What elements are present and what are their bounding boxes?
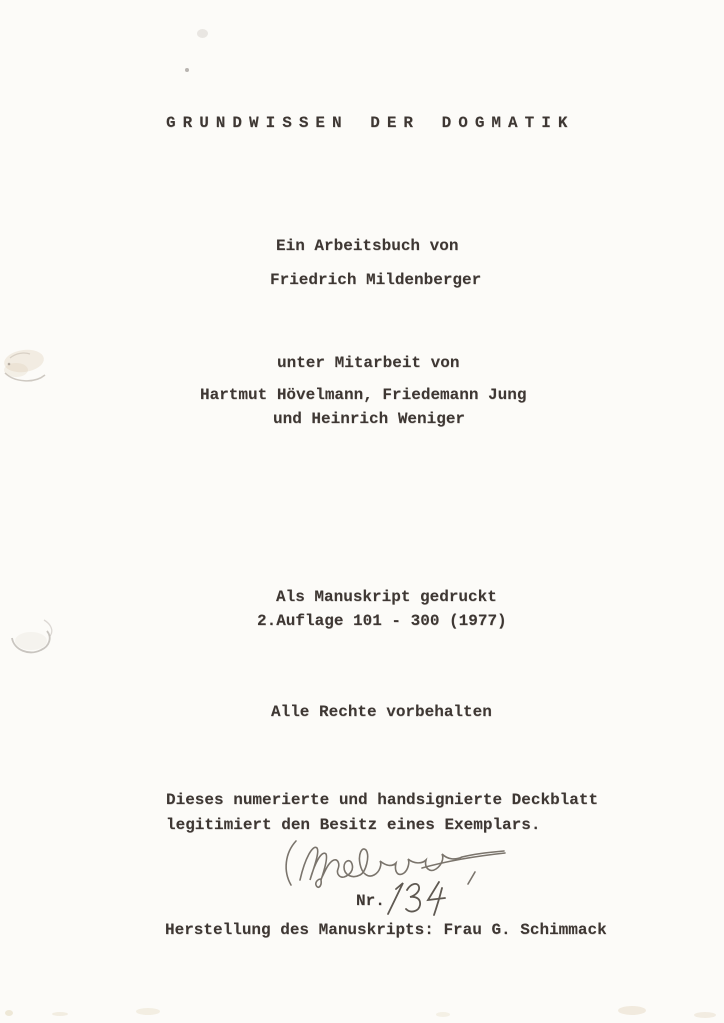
paper-stain xyxy=(436,1012,450,1017)
paper-stain xyxy=(694,1012,716,1018)
certification-line-2: legitimiert den Besitz eines Exemplars. xyxy=(166,816,541,834)
paper-stain xyxy=(618,1006,646,1015)
paper-stain xyxy=(5,1010,13,1016)
author-intro-line: Ein Arbeitsbuch von xyxy=(276,237,459,255)
collaborator-names-line-2: und Heinrich Weniger xyxy=(273,410,466,428)
paper-stain xyxy=(52,1012,68,1016)
production-credit-line: Herstellung des Manuskripts: Frau G. Schimmack xyxy=(165,921,607,939)
book-title: GRUNDWISSEN DER DOGMATIK xyxy=(166,114,575,132)
copy-number-label: Nr. xyxy=(356,892,385,910)
collaborator-names-line-1: Hartmut Hövelmann, Friedemann Jung xyxy=(200,386,527,404)
paper-stain xyxy=(136,1008,160,1015)
ink-speck xyxy=(185,68,189,72)
rights-line: Alle Rechte vorbehalten xyxy=(271,703,492,721)
collaboration-intro-line: unter Mitarbeit von xyxy=(277,354,460,372)
paper-stain xyxy=(5,608,65,663)
print-run-line: 2.Auflage 101 - 300 (1977) xyxy=(257,612,507,630)
faint-smudge xyxy=(197,29,208,38)
edition-line: Als Manuskript gedruckt xyxy=(276,588,497,606)
author-name-line: Friedrich Mildenberger xyxy=(270,271,482,289)
paper-stain xyxy=(0,340,60,395)
handwritten-copy-number xyxy=(380,878,458,922)
certification-line-1: Dieses numerierte und handsignierte Deckblatt xyxy=(166,791,599,809)
